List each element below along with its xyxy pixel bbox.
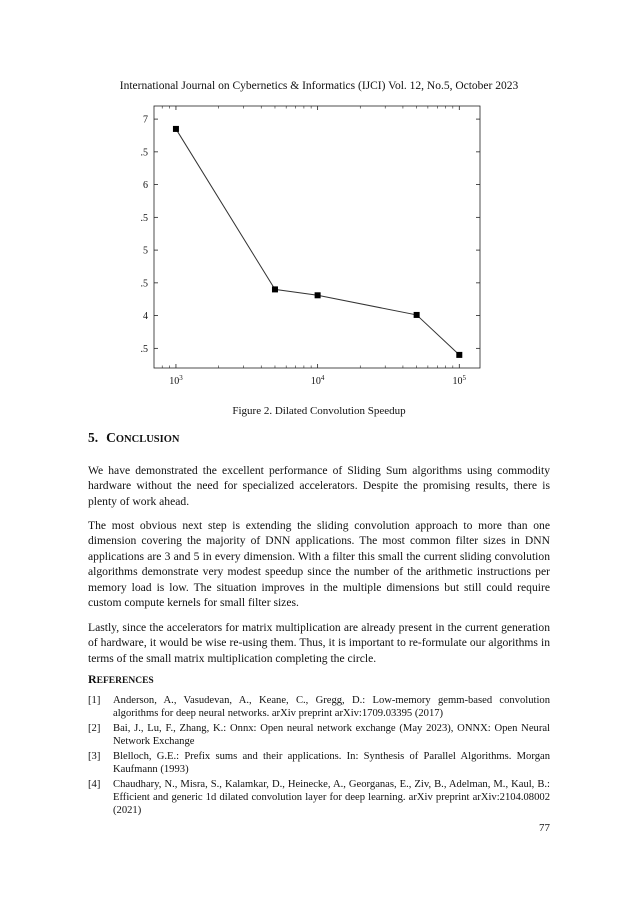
data-point bbox=[272, 286, 278, 292]
y-tick-label: 5 bbox=[143, 245, 148, 257]
y-tick-label: 6 bbox=[143, 180, 148, 192]
reference-text: Chaudhary, N., Misra, S., Kalamkar, D., Heinecke, A., Georganas, E., Ziv, B., Adelman, M., Kaul, B.: Efficient and generic 1d dilated convolution layer for deep learning. arXiv preprint arXiv:2104.08002 (2021) bbox=[113, 779, 550, 816]
reference-item bbox=[88, 722, 550, 748]
data-point bbox=[315, 292, 321, 298]
reference-item bbox=[88, 778, 550, 817]
data-point bbox=[173, 126, 179, 132]
reference-text: Blelloch, G.E.: Prefix sums and their applications. In: Synthesis of Parallel Algorithms. Morgan Kaufmann (1993) bbox=[113, 751, 550, 775]
references-title-initial: R bbox=[88, 672, 97, 686]
section-title-initial: C bbox=[106, 430, 116, 445]
reference-list bbox=[88, 694, 550, 819]
paragraph-2: The most obvious next step is extending the sliding convolution approach to more than one dimension covering the majority of DNN applications. The most common filter sizes in DNN applications are 3 and 5 in every dimension. With a filter this small the current sliding convolution algorithms demonstrate very modest speedup since the number of the arithmetic instructions per memory load is low. The situation improves in the multiple dimensions but still could require custom compute kernels for small filter sizes. bbox=[88, 519, 550, 610]
reference-number: [2] bbox=[88, 723, 101, 734]
x-tick-label: $10^4$ bbox=[310, 374, 325, 387]
x-tick-label: $10^3$ bbox=[169, 374, 183, 387]
reference-text: Bai, J., Lu, F., Zhang, K.: Onnx: Open neural network exchange (May 2023), ONNX: Open Neural Network Exchange bbox=[113, 723, 550, 747]
page-number: 77 bbox=[539, 822, 550, 834]
figure-caption: Figure 2. Dilated Convolution Speedup bbox=[232, 405, 406, 417]
section-title-rest: ONCLUSION bbox=[115, 434, 180, 445]
running-header: International Journal on Cybernetics & Informatics (IJCI) Vol. 12, No.5, October 2023 bbox=[119, 80, 519, 92]
reference-number: [4] bbox=[88, 779, 101, 790]
y-tick-label: 4 bbox=[143, 311, 148, 323]
paragraph-3: Lastly, since the accelerators for matrix multiplication are already present in the current generation of hardware, it would be wise re-using them. Thus, it is important to re-formulate our algorithms in terms of the small matrix multiplication completing the circle. bbox=[88, 621, 550, 665]
data-point bbox=[414, 312, 420, 318]
reference-number: [1] bbox=[88, 695, 101, 706]
x-tick-label: $10^5$ bbox=[452, 374, 467, 387]
y-tick-label: .5 bbox=[140, 343, 148, 355]
reference-number: [3] bbox=[88, 751, 101, 762]
reference-item bbox=[88, 750, 550, 776]
y-tick-label: .5 bbox=[140, 147, 148, 159]
speedup-chart bbox=[118, 98, 498, 398]
y-tick-label: 7 bbox=[143, 114, 148, 126]
reference-text: Anderson, A., Vasudevan, A., Keane, C., Gregg, D.: Low-memory gemm-based convolution algorithms for deep neural networks. arXiv preprint arXiv:1709.03395 (2017) bbox=[113, 695, 550, 719]
section-heading bbox=[88, 430, 179, 446]
references-heading bbox=[88, 670, 154, 688]
section-number: 5. bbox=[88, 430, 99, 445]
references-title-rest: EFERENCES bbox=[96, 676, 154, 686]
data-point bbox=[456, 352, 462, 358]
reference-item bbox=[88, 694, 550, 720]
y-tick-label: .5 bbox=[140, 212, 148, 224]
y-tick-label: .5 bbox=[140, 278, 148, 290]
paragraph-1: We have demonstrated the excellent performance of Sliding Sum algorithms using commodity hardware without the need for specialized accelerators. Despite the promising results, there is plenty of work ahead. bbox=[88, 464, 550, 508]
series-line bbox=[176, 129, 459, 355]
